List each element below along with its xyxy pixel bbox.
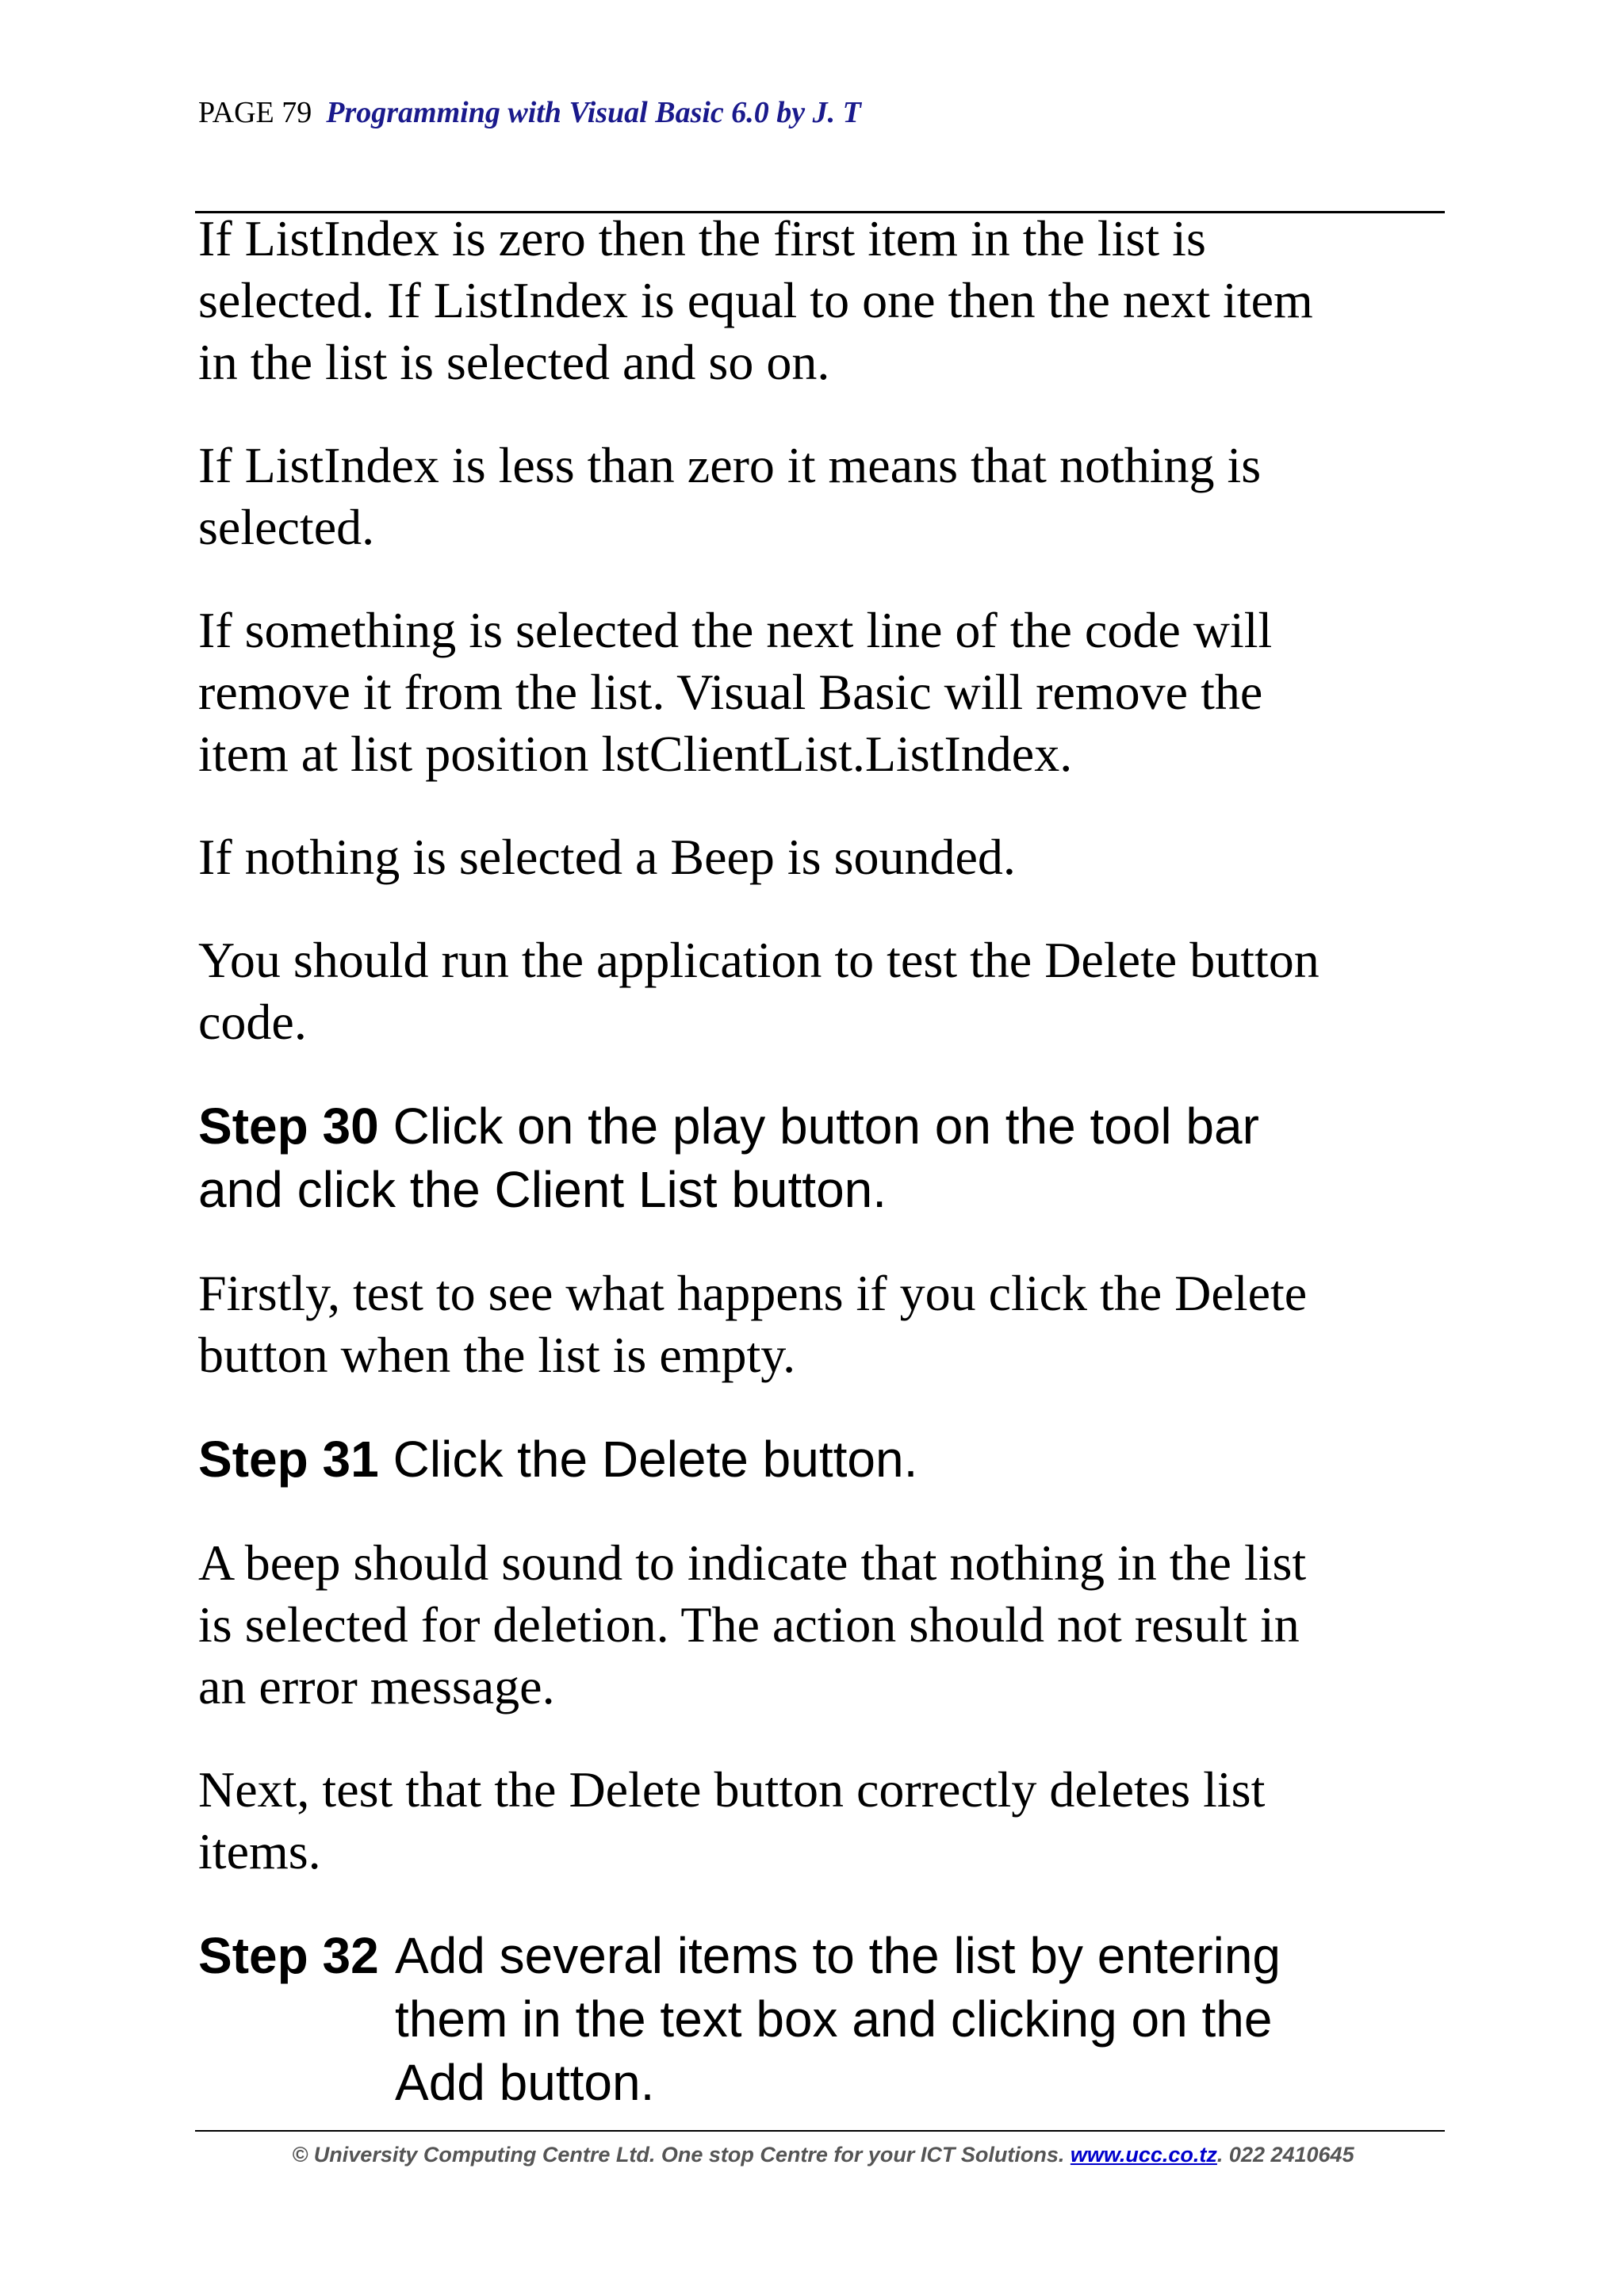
step-label: Step 32 (198, 1927, 379, 1984)
step-30 (198, 1094, 1451, 1221)
text-line: A beep should sound to indicate that nothing in the list (198, 1534, 1307, 1591)
paragraph-remove-item (198, 600, 1451, 785)
book-title: Programming with Visual Basic 6.0 by J. T (326, 96, 861, 129)
paragraph-beep-should-sound (198, 1532, 1451, 1718)
text-line: items. (198, 1823, 321, 1879)
step-text: Click the Delete button. (393, 1431, 918, 1488)
step-text: Add button. (395, 2054, 655, 2111)
page-number: PAGE 79 (198, 96, 312, 129)
paragraph-run-application (198, 929, 1451, 1053)
footer-phone: . 022 2410645 (1216, 2143, 1354, 2167)
page-body (198, 208, 1451, 2155)
text-line: Next, test that the Delete button correctly deletes list (198, 1761, 1266, 1818)
page-footer (0, 2143, 1624, 2167)
text-line (198, 1094, 1451, 1158)
text-line: item at list position lstClientList.ListIndex. (198, 726, 1073, 782)
step-label: Step 31 (198, 1431, 379, 1488)
paragraph-test-delete (198, 1759, 1451, 1883)
paragraph-test-empty-list (198, 1262, 1451, 1386)
footer-website-link[interactable]: www.ucc.co.tz (1070, 2143, 1217, 2167)
text-line: selected. (198, 499, 375, 555)
text-line: code. (198, 994, 307, 1050)
text-line: If something is selected the next line of the code will (198, 602, 1273, 658)
step-body (395, 1924, 1451, 2114)
text-line: in the list is selected and so on. (198, 334, 830, 390)
text-line: remove it from the list. Visual Basic will remove the (198, 664, 1263, 720)
footer-copyright: © University Computing Centre Ltd. One stop Centre for your ICT Solutions. (292, 2143, 1065, 2167)
text-line: button when the list is empty. (198, 1327, 796, 1383)
step-text: Click on the play button on the tool bar (393, 1098, 1259, 1155)
text-line: If ListIndex is less than zero it means that nothing is (198, 437, 1262, 493)
text-line: selected. If ListIndex is equal to one then the next item (198, 272, 1313, 328)
text-line: You should run the application to test the Delete button (198, 932, 1320, 988)
text-line: is selected for deletion. The action should not result in (198, 1596, 1300, 1653)
paragraph-listindex-zero (198, 208, 1451, 393)
step-32 (198, 1924, 1451, 2114)
text-line: If nothing is selected a Beep is sounded. (198, 829, 1016, 885)
step-text: and click the Client List button. (198, 1161, 887, 1218)
step-text: Add several items to the list by entering (395, 1927, 1281, 1984)
step-label: Step 30 (198, 1098, 379, 1155)
step-31 (198, 1427, 1451, 1491)
paragraph-listindex-less-than-zero (198, 435, 1451, 558)
page-header (198, 95, 861, 130)
paragraph-beep (198, 826, 1451, 888)
text-line: Firstly, test to see what happens if you click the Delete (198, 1265, 1308, 1321)
text-line: an error message. (198, 1658, 555, 1715)
footer-rule (195, 2130, 1445, 2132)
step-text: them in the text box and clicking on the (395, 1990, 1273, 2048)
text-line: If ListIndex is zero then the first item in the list is (198, 210, 1206, 266)
text-line (198, 1427, 1451, 1491)
